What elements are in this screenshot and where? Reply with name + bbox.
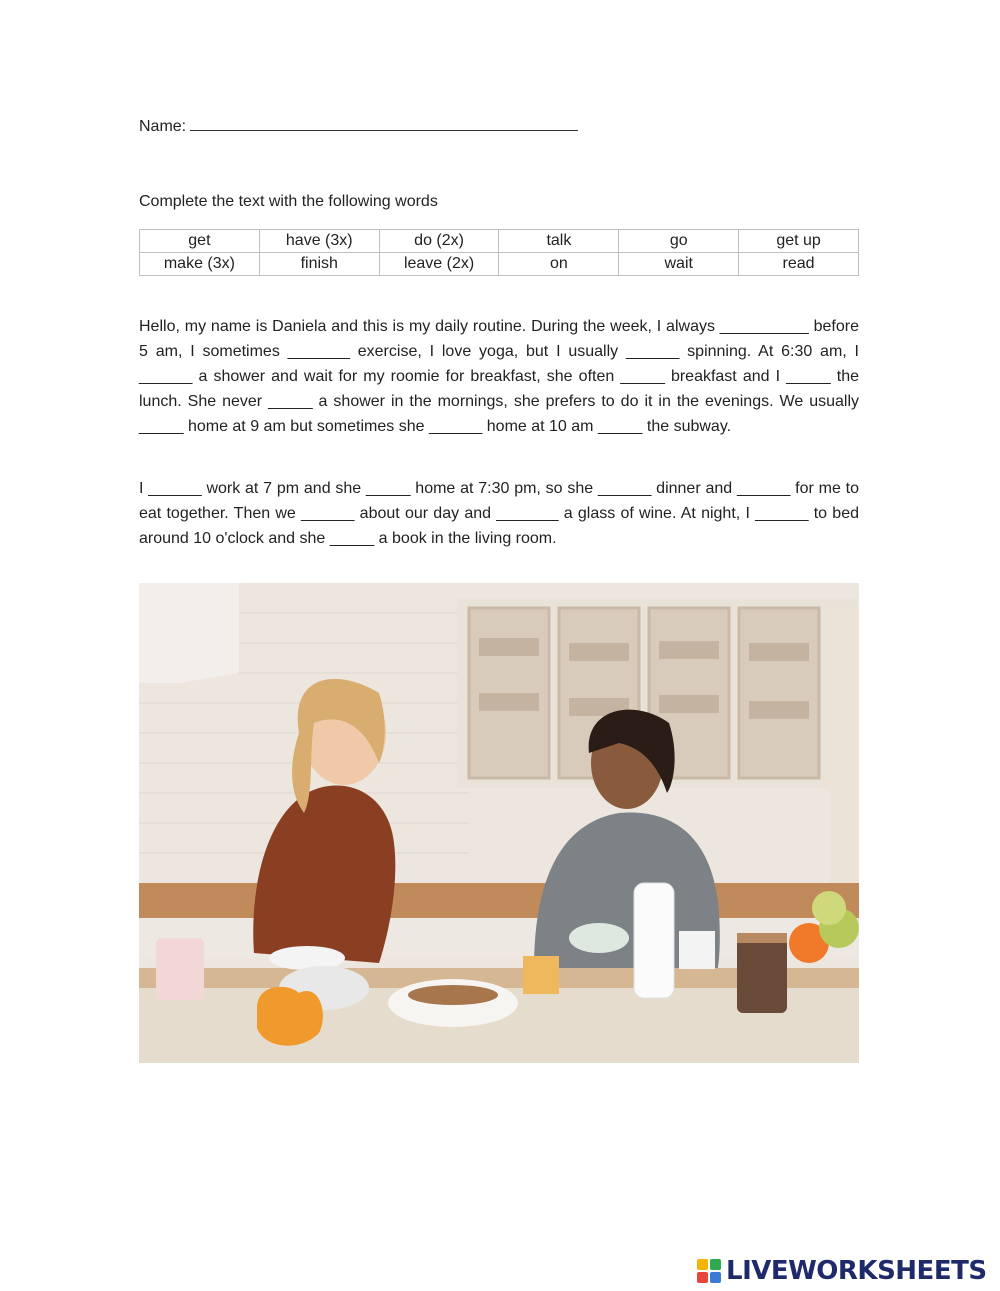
word-cell: leave (2x) [379, 253, 499, 276]
instruction-text: Complete the text with the following words [139, 193, 438, 210]
word-cell: talk [499, 230, 619, 253]
word-cell: have (3x) [259, 230, 379, 253]
routine-paragraph-1: Hello, my name is Daniela and this is my daily routine. During the week, I always __________ before 5 am, I sometimes _______ exercise, I love yoga, but I usually ______ spinning. At 6:30 am, I ______ a shower and wait for my roomie for breakfast, she often _____ breakfast and I _____ the lunch. She never _____ a shower in the mornings, she prefers to do it in the evenings. We usually _____ home at 9 am but sometimes she ______ home at 10 am _____ the subway. [139, 318, 859, 435]
word-cell: make (3x) [140, 253, 260, 276]
mark-square [710, 1259, 721, 1270]
word-cell: read [739, 253, 859, 276]
brand-name: LIVEWORKSHEETS [726, 1256, 987, 1286]
name-blank-line[interactable] [190, 116, 578, 131]
name-field[interactable] [139, 116, 578, 136]
word-cell: get [140, 230, 260, 253]
word-bank-row [140, 253, 859, 276]
word-cell: on [499, 253, 619, 276]
mark-square [710, 1272, 721, 1283]
word-bank-row [140, 230, 859, 253]
word-cell: finish [259, 253, 379, 276]
mark-square [697, 1272, 708, 1283]
word-cell: do (2x) [379, 230, 499, 253]
word-cell: wait [619, 253, 739, 276]
liveworksheets-mark-icon [697, 1259, 721, 1283]
word-cell: get up [739, 230, 859, 253]
mark-square [697, 1259, 708, 1270]
name-label: Name: [139, 118, 187, 135]
word-cell: go [619, 230, 739, 253]
routine-paragraph-2: I ______ work at 7 pm and she _____ home at 7:30 pm, so she ______ dinner and ______ for me to eat together. Then we ______ about our day and _______ a glass of wine. At night, I ______ to bed around 10 o'clock and she _____ a book in the living room. [139, 480, 859, 547]
word-bank-table [139, 229, 859, 276]
kitchen-breakfast-photo [139, 583, 859, 1063]
liveworksheets-logo [697, 1257, 987, 1285]
